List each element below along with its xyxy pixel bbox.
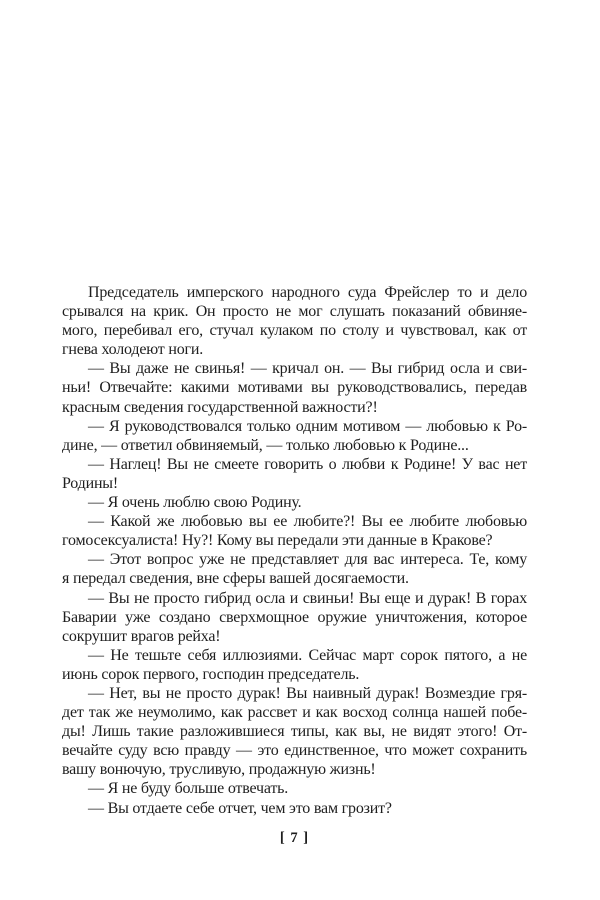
text-line: Баварии уже создано сверхмощное оружие уничтожения, которое bbox=[62, 608, 527, 626]
text-line: дине, — ответил обвиняемый, — только любовью к Родине... bbox=[62, 436, 469, 454]
text-line: — Какой же любовью вы ее любите?! Вы ее любите любовью bbox=[88, 513, 527, 531]
text-line: — Вы даже не свинья! — кричал он. — Вы гибрид осла и сви- bbox=[88, 360, 527, 378]
text-line: Родины! bbox=[62, 474, 118, 492]
text-line: — Я не буду больше отвечать. bbox=[88, 780, 289, 798]
page-number: [ 7 ] bbox=[279, 830, 310, 846]
text-line: гомосексуалиста! Ну?! Кому вы передали эти данные в Кракове? bbox=[62, 532, 493, 550]
text-line: я передал сведения, вне сферы вашей досягаемости. bbox=[62, 570, 409, 588]
paragraph bbox=[62, 455, 527, 493]
text-line: — Не тешьте себя иллюзиями. Сейчас март сорок пятого, а не bbox=[88, 646, 527, 664]
paragraph bbox=[62, 684, 527, 779]
text-line: ды! Лишь такие разложившиеся типы, как вы, не видят этого! От- bbox=[62, 723, 527, 741]
text-line: июнь сорок первого, господин председатель. bbox=[62, 665, 360, 683]
text-line: Председатель имперского народного суда Фрейслер то и дело bbox=[88, 284, 527, 301]
paragraph bbox=[62, 417, 527, 455]
text-line: гнева холодеют ноги. bbox=[62, 341, 204, 359]
paragraph bbox=[62, 512, 527, 550]
paragraph bbox=[62, 359, 527, 416]
text-line: сокрушит врагов рейха! bbox=[62, 627, 221, 645]
text-line: — Этот вопрос уже не представляет для вас интереса. Те, кому bbox=[88, 551, 527, 569]
text-line: — Вы отдаете себе отчет, чем это вам грозит? bbox=[88, 799, 392, 817]
text-line: вашу вонючую, трусливую, продажную жизнь! bbox=[62, 761, 376, 779]
text-line: мого, перебивал его, стучал кулаком по столу и чувствовал, как от bbox=[62, 322, 527, 340]
paragraph bbox=[62, 799, 527, 818]
paragraph bbox=[62, 283, 527, 359]
text-line: дет так же неумолимо, как рассвет и как восход солнца нашей побе- bbox=[62, 704, 527, 722]
text-line: — Нет, вы не просто дурак! Вы наивный дурак! Возмездие гря- bbox=[88, 684, 527, 702]
text-line: — Я очень люблю свою Родину. bbox=[88, 494, 302, 512]
text-line: вечайте суду всю правду — это единственное, что может сохранить bbox=[62, 742, 527, 760]
text-line: срывался на крик. Он просто не мог слушать показаний обвиняе- bbox=[62, 303, 527, 321]
text-line: ньи! Отвечайте: какими мотивами вы руководствовались, передав bbox=[62, 379, 527, 397]
text-line: красным сведения государственной важности?! bbox=[62, 398, 378, 416]
body-text bbox=[62, 283, 527, 818]
text-line: — Я руководствовался только одним мотивом — любовью к Ро- bbox=[88, 417, 527, 435]
paragraph bbox=[62, 646, 527, 684]
paragraph bbox=[62, 493, 527, 512]
text-line: — Вы не просто гибрид осла и свиньи! Вы еще и дурак! В горах bbox=[88, 589, 527, 607]
paragraph bbox=[62, 589, 527, 646]
paragraph bbox=[62, 779, 527, 798]
text-line: — Наглец! Вы не смеете говорить о любви к Родине! У вас нет bbox=[88, 455, 527, 473]
paragraph bbox=[62, 550, 527, 588]
